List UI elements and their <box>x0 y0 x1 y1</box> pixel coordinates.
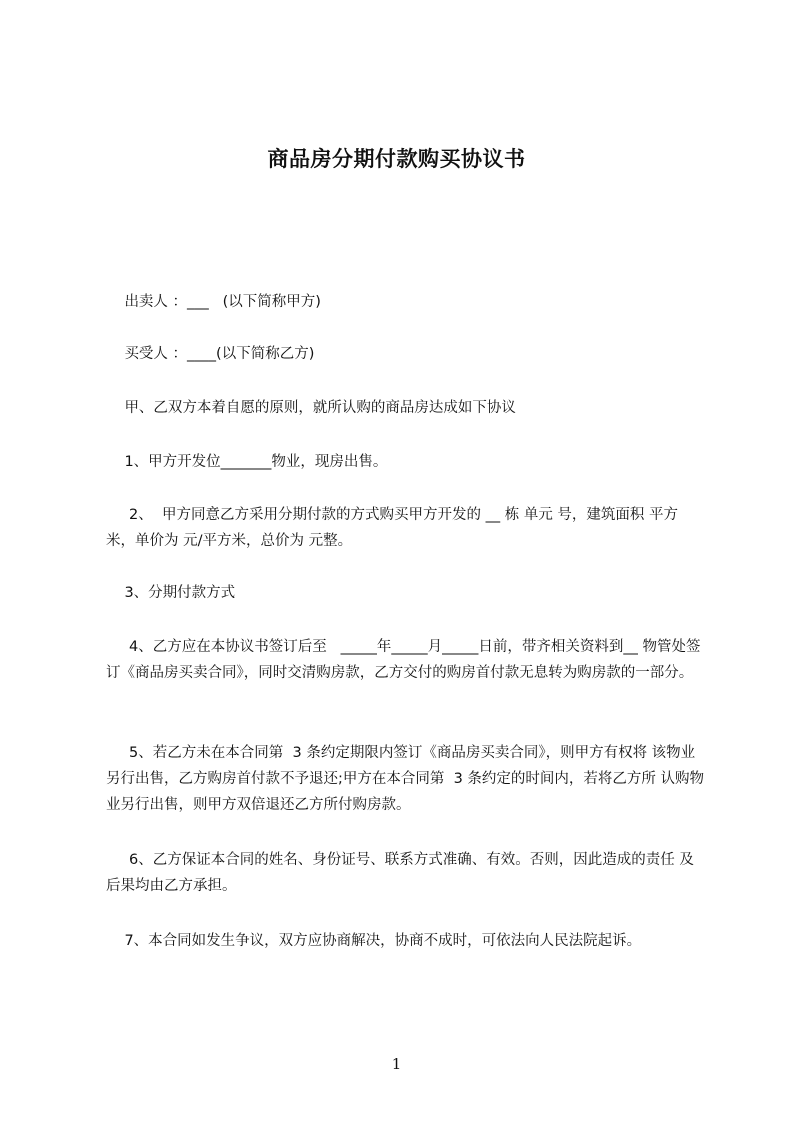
clause-2: 2、 甲方同意乙方采用分期付款的方式购买甲方开发的 __ 栋 单元 号，建筑面积 平方米，单价为 元/平方米，总价为 元整。 <box>106 507 679 549</box>
page-number: 1 <box>391 1055 402 1073</box>
clause-3: 3、分期付款方式 <box>106 585 236 601</box>
intro-paragraph: 甲、乙双方本着自愿的原则，就所认购的商品房达成如下协议 <box>106 400 516 416</box>
clause-1: 1、甲方开发位_______物业，现房出售。 <box>106 454 388 470</box>
page-title: 商品房分期付款购买协议书 <box>267 147 526 171</box>
clause-7: 7、本合同如发生争议，双方应协商解决，协商不成时，可依法向人民法院起诉。 <box>106 933 642 949</box>
clause-6: 6、乙方保证本合同的姓名、身份证号、联系方式准确、有效。否则，因此造成的责任 及后果均由乙方承担。 <box>106 852 694 894</box>
seller-line: 出卖人 ：___ (以下简称甲方) <box>106 294 321 310</box>
clause-5: 5、若乙方未在本合同第 3 条约定期限内签订《商品房买卖合同》，则甲方有权将 该物业 另行出售，乙方购房首付款不予退还;甲方在本合同第 3 条约定的时间内，若将乙方所 认购物业另行出售，则甲方双倍退还乙方所付购房款。 <box>106 745 705 813</box>
buyer-line: 买受人 ：____(以下简称乙方) <box>106 346 315 362</box>
clause-4: 4、乙方应在本协议书签订后至 _____年_____月_____日前，带齐相关资料到__ 物管处签订《商品房买卖合同》，同时交清购房款，乙方交付的购房首付款无息转为购房款的一部分。 <box>106 639 701 681</box>
